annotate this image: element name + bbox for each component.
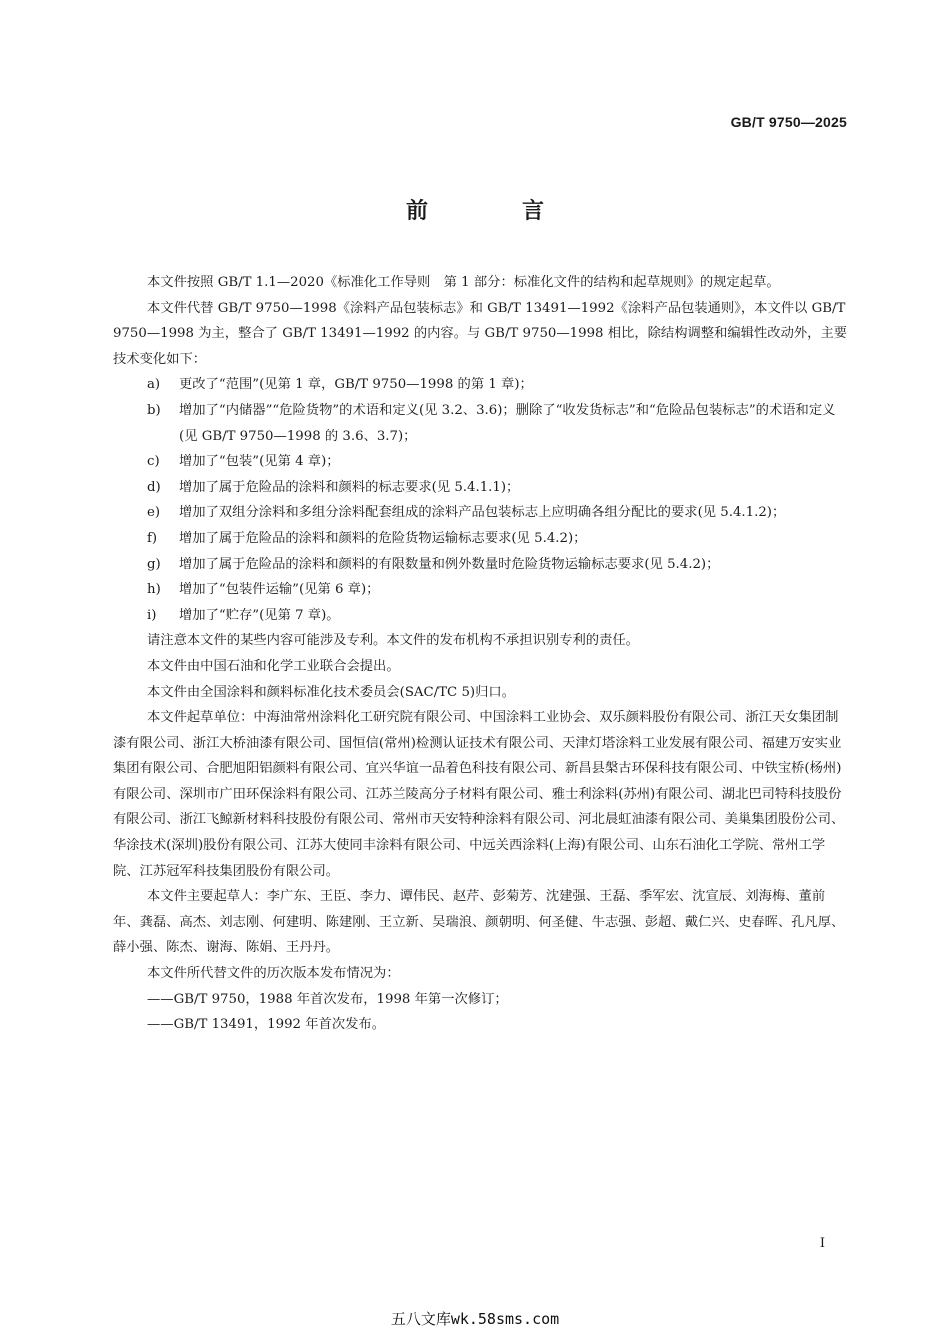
foreword-body <box>113 270 850 1038</box>
paragraph-patent-notice: 请注意本文件的某些内容可能涉及专利。本文件的发布机构不承担识别专利的责任。 <box>147 633 639 649</box>
paragraph-proposed-by: 本文件由中国石油和化学工业联合会提出。 <box>147 658 400 674</box>
list-item <box>113 475 850 501</box>
list-item-text: 增加了属于危险品的涂料和颜料的危险货物运输标志要求(见 5.4.2)； <box>179 530 587 546</box>
list-item-mark: a) <box>147 377 161 393</box>
list-item-text: 增加了双组分涂料和多组分涂料配套组成的涂料产品包装标志上应明确各组分配比的要求(见 5.4.1.2)； <box>179 505 786 521</box>
list-item-mark: f) <box>147 530 158 546</box>
history-entry: ——GB/T 13491，1992 年首次发布。 <box>147 1017 386 1033</box>
list-item <box>113 449 850 475</box>
page-number: I <box>819 1236 825 1251</box>
list-item <box>113 372 850 398</box>
list-item <box>113 577 850 603</box>
list-item-text: 增加了“内储器”“危险货物”的术语和定义(见 3.2、3.6)；删除了“收发货标志”和“危险品包装标志”的术语和定义(见 GB/T 9750—1998 的 3.6、3.7)； <box>179 402 836 444</box>
list-item-mark: c) <box>147 454 160 470</box>
list-item-mark: h) <box>147 582 161 598</box>
list-item <box>113 552 850 578</box>
list-item-mark: d) <box>147 479 161 495</box>
list-item-text: 增加了“贮存”(见第 7 章)。 <box>179 607 340 623</box>
list-item-mark: b) <box>147 402 161 418</box>
list-item <box>113 526 850 552</box>
list-item-mark: e) <box>147 505 161 521</box>
list-item <box>113 398 850 449</box>
history-entry: ——GB/T 9750，1988 年首次发布，1998 年第一次修订； <box>147 991 508 1007</box>
paragraph-replacement: 本文件代替 GB/T 9750—1998《涂料产品包装标志》和 GB/T 13491—1992《涂料产品包装通则》，本文件以 GB/T 9750—1998 为主，整合了 GB/T 13491—1992 的内容。与 GB/T 9750—1998 相比，除结构调整和编辑性改动外，主要技术变化如下： <box>113 300 848 367</box>
list-item-text: 更改了“范围”(见第 1 章，GB/T 9750—1998 的第 1 章)； <box>179 377 533 393</box>
paragraph-managed-by: 本文件由全国涂料和颜料标准化技术委员会(SAC/TC 5)归口。 <box>147 684 516 700</box>
paragraph-history-intro: 本文件所代替文件的历次版本发布情况为： <box>147 966 400 982</box>
list-item-text: 增加了“包装”(见第 4 章)； <box>179 454 340 470</box>
list-item-mark: g) <box>147 556 161 572</box>
paragraph-drafters: 本文件主要起草人：李广东、王臣、李力、谭伟民、赵芹、彭菊芳、沈建强、王磊、季军宏、沈宣辰、刘海梅、董前年、龚磊、高杰、刘志刚、何建明、陈建刚、王立新、吴瑞浪、颜朝明、何圣健、牛志强、彭超、戴仁兴、史春晖、孔凡厚、薛小强、陈杰、谢海、陈娟、王丹丹。 <box>113 889 845 956</box>
list-item <box>113 603 850 629</box>
list-item-text: 增加了属于危险品的涂料和颜料的有限数量和例外数量时危险货物运输标志要求(见 5.4.2)； <box>179 556 720 572</box>
list-item-text: 增加了“包装件运输”(见第 6 章)； <box>179 582 380 598</box>
site-watermark: 五八文库wk.58sms.com <box>390 1310 560 1328</box>
standard-number: GB/T 9750—2025 <box>730 114 847 130</box>
paragraph-drafting-rules: 本文件按照 GB/T 1.1—2020《标准化工作导则 第 1 部分：标准化文件的结构和起草规则》的规定起草。 <box>147 275 780 290</box>
list-item-mark: i) <box>147 607 157 623</box>
list-item-text: 增加了属于危险品的涂料和颜料的标志要求(见 5.4.1.1)； <box>179 479 520 495</box>
paragraph-drafting-units: 本文件起草单位：中海油常州涂料化工研究院有限公司、中国涂料工业协会、双乐颜料股份有限公司、浙江天女集团制漆有限公司、浙江大桥油漆有限公司、国恒信(常州)检测认证技术有限公司、天津灯塔涂料工业发展有限公司、福建万安实业集团有限公司、合肥旭阳铝颜料有限公司、宜兴华谊一品着色科技有限公司、新昌县槃古环保科技有限公司、中铁宝桥(杨州)有限公司、深圳市广田环保涂料有限公司、江苏兰陵高分子材料有限公司、雅士利涂料(苏州)有限公司、湖北巴司特科技股份有限公司、浙江飞鲸新材料科技股份有限公司、常州市天安特种涂料有限公司、河北晨虹油漆有限公司、美巢集团股份公司、华涂技术(深圳)股份有限公司、江苏大使同丰涂料有限公司、中远关西涂料(上海)有限公司、山东石油化工学院、常州工学院、江苏冠军科技集团股份有限公司。 <box>113 710 845 879</box>
page-title: 前 言 <box>405 199 580 224</box>
list-item <box>113 500 850 526</box>
